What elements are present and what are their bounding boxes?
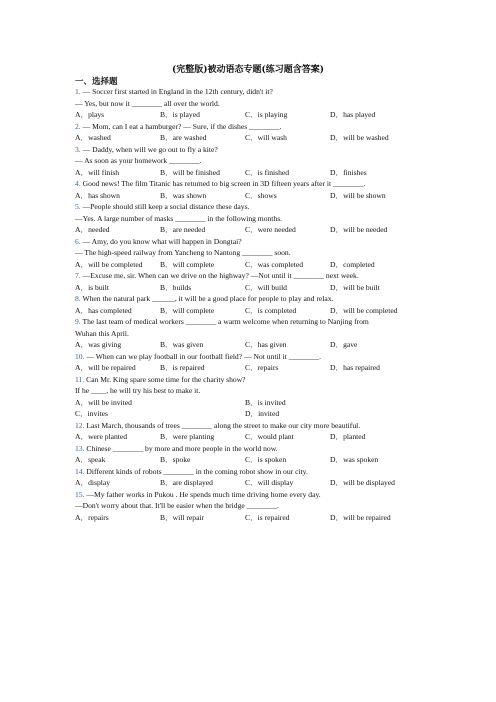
question-stem-continued	[75, 99, 425, 109]
answer-option[interactable]: C．shows	[245, 190, 277, 200]
answer-option[interactable]: C．repairs	[245, 363, 279, 372]
options-row	[75, 363, 425, 373]
answer-option[interactable]: D．gave	[330, 340, 358, 349]
options-row	[75, 513, 425, 523]
question-text: — When can we play football in our football field? — Not until it ________.	[86, 351, 321, 361]
question-stem	[75, 317, 425, 327]
document-title: (完整版)被动语态专题(练习题含答案)	[171, 65, 325, 75]
answer-option[interactable]: B．will complete	[160, 259, 215, 269]
answer-option[interactable]: C．is repaired	[245, 512, 290, 522]
answer-option[interactable]: C．has given	[245, 340, 287, 349]
answer-option[interactable]: D．planted	[330, 432, 366, 441]
options-row	[75, 455, 425, 465]
answer-option[interactable]: C．invites	[75, 409, 108, 418]
options-row	[75, 168, 425, 178]
question-stem-continued	[75, 501, 425, 511]
question-text: Chinese ________ by more and more people in the world now.	[86, 443, 278, 453]
answer-option[interactable]: D．completed	[330, 259, 375, 269]
answer-option[interactable]: D．will be repaired	[330, 512, 391, 522]
question-stem	[75, 490, 425, 500]
answer-option[interactable]: D．will be shown	[330, 190, 386, 200]
question-number: 15.	[75, 489, 85, 499]
answer-option[interactable]: A．repairs	[75, 512, 109, 522]
question-text: Last March, thousands of trees ________ along the street to make our city more beautiful.	[86, 420, 361, 430]
answer-option[interactable]: A．will be completed	[75, 259, 143, 269]
options-row	[75, 191, 425, 201]
answer-option[interactable]: C．is finished	[245, 167, 290, 177]
question-text: Good news! The film Titanic has returned to big screen in 3D fifteen years after it ________.	[82, 179, 366, 188]
section-heading: 一、选择题	[75, 77, 118, 87]
question-stem	[75, 294, 425, 304]
question-text: — Daddy, when will we go out to fly a kite?	[82, 144, 218, 154]
answer-option[interactable]: C．will build	[245, 282, 287, 292]
answer-option[interactable]: D．will be needed	[330, 225, 388, 234]
options-row	[75, 409, 425, 419]
answer-option[interactable]: D．invited	[245, 409, 280, 418]
options-row	[75, 283, 425, 293]
question-text: —My father works in Pukou . He spends much time driving home every day.	[86, 489, 321, 499]
question-number: 2.	[75, 121, 81, 131]
answer-option[interactable]: D．will be completed	[330, 305, 398, 315]
answer-option[interactable]: D．was spoken	[330, 455, 379, 464]
question-text: — Amy, do you know what will happen in Dongtai?	[82, 236, 242, 246]
answer-option[interactable]: A．display	[75, 478, 111, 487]
answer-option[interactable]: D．finishes	[330, 167, 367, 177]
question-stem	[75, 122, 425, 132]
question-number: 6.	[75, 236, 81, 246]
question-number: 1.	[75, 87, 81, 96]
options-row	[75, 432, 425, 442]
question-number: 10.	[75, 351, 85, 361]
options-row	[75, 478, 425, 488]
question-stem	[75, 352, 425, 362]
question-number: 8.	[75, 294, 81, 303]
answer-option[interactable]: B．builds	[160, 282, 192, 292]
question-number: 11.	[75, 374, 85, 384]
question-text: Wuhan this April.	[75, 328, 129, 338]
question-stem	[75, 87, 425, 97]
answer-option[interactable]: A．needed	[75, 225, 110, 234]
question-stem-continued	[75, 386, 425, 396]
question-text: — Soccer first started in England in the 12th century, didn't it?	[82, 87, 273, 96]
options-row	[75, 340, 425, 350]
question-stem	[75, 444, 425, 454]
answer-option[interactable]: B．were planting	[160, 432, 215, 441]
question-text: —Don't worry about that. It'll be easier when the bridge ________.	[75, 501, 279, 510]
answer-option[interactable]: B．is played	[160, 110, 200, 119]
question-text: —People should still keep a social distance these days.	[82, 202, 250, 211]
question-stem	[75, 145, 425, 155]
answer-option[interactable]: B．is invited	[245, 397, 286, 407]
question-number: 13.	[75, 443, 85, 453]
answer-option[interactable]: B．will repair	[160, 512, 205, 522]
answer-option[interactable]: A．was giving	[75, 340, 122, 349]
options-row	[75, 133, 425, 143]
answer-option[interactable]: C．is spoken	[245, 455, 287, 464]
question-stem	[75, 421, 425, 431]
question-number: 3.	[75, 144, 81, 154]
question-stem	[75, 271, 425, 281]
question-number: 12.	[75, 420, 85, 430]
question-text: —Excuse me, sir. When can we drive on the highway? —Not until it ________ next week.	[82, 271, 359, 280]
question-stem-continued	[75, 214, 425, 224]
question-text: — The high-speed railway from Yancheng to Nantong ________ soon.	[75, 248, 291, 257]
answer-option[interactable]: A．plays	[75, 110, 105, 119]
answer-option[interactable]: B．was given	[160, 340, 204, 349]
answer-option[interactable]: A．were planted	[75, 432, 128, 441]
question-stem-continued	[75, 156, 425, 166]
question-text: The last team of medical workers ________ a warm welcome when returning to Nanjing from	[82, 317, 369, 326]
options-row	[75, 306, 425, 316]
answer-option[interactable]: A．will be invited	[75, 397, 132, 407]
answer-option[interactable]: C．were needed	[245, 225, 296, 234]
question-stem-continued	[75, 248, 425, 258]
answer-option[interactable]: C．was completed	[245, 259, 303, 269]
question-number: 5.	[75, 202, 81, 211]
answer-option[interactable]: B．spoke	[160, 455, 191, 464]
question-number: 4.	[75, 179, 81, 188]
question-number: 14.	[75, 466, 85, 476]
question-stem	[75, 237, 425, 247]
question-stem-continued	[75, 329, 425, 339]
answer-option[interactable]: B．are washed	[160, 133, 207, 142]
answer-option[interactable]: C．is completed	[245, 305, 297, 315]
answer-option[interactable]: A．speak	[75, 455, 106, 464]
answer-option[interactable]: A．is built	[75, 282, 109, 292]
question-text: — Yes, but now it ________ all over the world.	[75, 98, 220, 108]
question-text: — Mom, can I eat a hamburger? — Sure, if the dishes ________.	[82, 121, 282, 131]
question-stem	[75, 179, 425, 189]
answer-option[interactable]: B．will complete	[160, 305, 215, 315]
options-row	[75, 110, 425, 120]
options-row	[75, 260, 425, 270]
answer-option[interactable]: D．has repaired	[330, 363, 380, 372]
question-text: —Yes. A large number of masks ________ in the following months.	[75, 213, 283, 223]
answer-option[interactable]: B．are needed	[160, 225, 206, 234]
answer-option[interactable]: C．will wash	[245, 133, 287, 142]
question-stem	[75, 202, 425, 212]
answer-option[interactable]: A．will be repaired	[75, 363, 136, 372]
question-number: 9.	[75, 317, 81, 326]
question-stem	[75, 375, 425, 385]
question-text: Can Mr. King spare some time for the charity show?	[86, 374, 246, 384]
question-text: Different kinds of robots ________ in the coming robot show in our city.	[86, 466, 308, 476]
answer-option[interactable]: B．was shown	[160, 190, 207, 200]
question-stem	[75, 467, 425, 477]
answer-option[interactable]: D．will be washed	[330, 133, 389, 142]
answer-option[interactable]: C．is playing	[245, 110, 288, 119]
answer-option[interactable]: C．would plant	[245, 432, 294, 441]
options-row	[75, 398, 425, 408]
answer-option[interactable]: B．will be finished	[160, 167, 220, 177]
question-number: 7.	[75, 271, 81, 280]
answer-option[interactable]: A．has shown	[75, 190, 120, 200]
answer-option[interactable]: A．will finish	[75, 167, 120, 177]
answer-option[interactable]: D．will be built	[330, 282, 380, 292]
answer-option[interactable]: A．washed	[75, 133, 111, 142]
answer-option[interactable]: B．are displayed	[160, 478, 213, 487]
answer-option[interactable]: B．is repaired	[160, 363, 205, 372]
answer-option[interactable]: D．will be displayed	[330, 478, 395, 487]
question-text: — As soon as your homework ________.	[75, 156, 202, 165]
question-text: When the natural park ______, it will be a good place for people to play and relax.	[82, 294, 334, 303]
answer-option[interactable]: D．has played	[330, 110, 376, 119]
answer-option[interactable]: A．has completed	[75, 305, 132, 315]
answer-option[interactable]: C．will display	[245, 478, 294, 487]
options-row	[75, 225, 425, 235]
question-text: If he ____, he will try his best to make it.	[75, 386, 201, 395]
